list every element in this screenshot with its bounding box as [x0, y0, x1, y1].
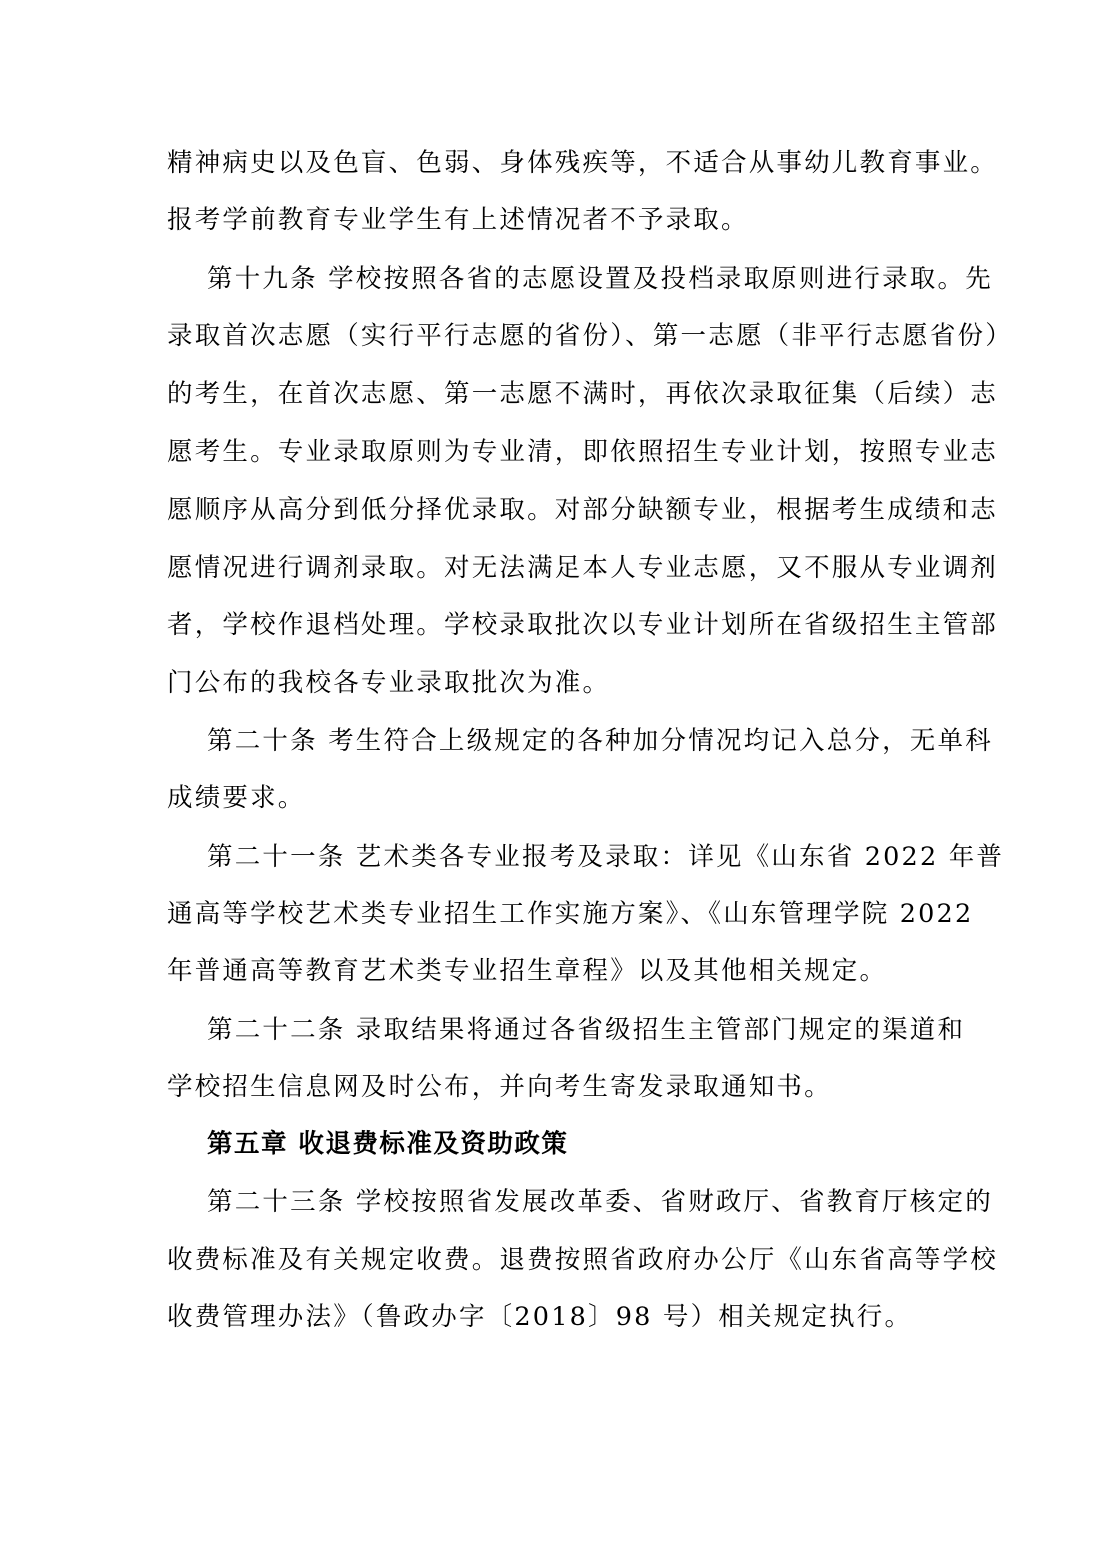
article-19-line: 第十九条 学校按照各省的志愿设置及投档录取原则进行录取。先 [207, 264, 993, 294]
article-23-line: 第二十三条 学校按照省发展改革委、省财政厅、省教育厅核定的 [207, 1187, 993, 1217]
text-line: 愿情况进行调剂录取。对无法满足本人专业志愿，又不服从专业调剂 [167, 553, 999, 583]
text-line: 收费标准及有关规定收费。退费按照省政府办公厅《山东省高等学校 [167, 1245, 999, 1275]
text-line: 精神病史以及色盲、色弱、身体残疾等，不适合从事幼儿教育事业。 [167, 148, 999, 178]
text-line: 收费管理办法》（鲁政办字〔2018〕98 号）相关规定执行。 [167, 1302, 913, 1332]
text-line: 成绩要求。 [167, 783, 306, 813]
text-line: 报考学前教育专业学生有上述情况者不予录取。 [167, 205, 749, 235]
article-21-line: 第二十一条 艺术类各专业报考及录取：详见《山东省 2022 年普 [207, 842, 1005, 872]
text-line: 愿考生。专业录取原则为专业清，即依照招生专业计划，按照专业志 [167, 437, 999, 467]
text-line: 愿顺序从高分到低分择优录取。对部分缺额专业，根据考生成绩和志 [167, 495, 999, 525]
article-22-line: 第二十二条 录取结果将通过各省级招生主管部门规定的渠道和 [207, 1015, 966, 1045]
text-line: 者，学校作退档处理。学校录取批次以专业计划所在省级招生主管部 [167, 610, 999, 640]
text-line: 的考生，在首次志愿、第一志愿不满时，再依次录取征集（后续）志 [167, 379, 999, 409]
text-line: 通高等学校艺术类专业招生工作实施方案》、《山东管理学院 2022 [167, 899, 974, 929]
chapter-heading: 第五章 收退费标准及资助政策 [207, 1129, 569, 1159]
article-20-line: 第二十条 考生符合上级规定的各种加分情况均记入总分，无单科 [207, 726, 993, 756]
text-line: 录取首次志愿（实行平行志愿的省份）、第一志愿（非平行志愿省份） [167, 321, 1013, 351]
text-line: 年普通高等教育艺术类专业招生章程》以及其他相关规定。 [167, 956, 888, 986]
text-line: 学校招生信息网及时公布，并向考生寄发录取通知书。 [167, 1072, 832, 1102]
text-line: 门公布的我校各专业录取批次为准。 [167, 668, 611, 698]
